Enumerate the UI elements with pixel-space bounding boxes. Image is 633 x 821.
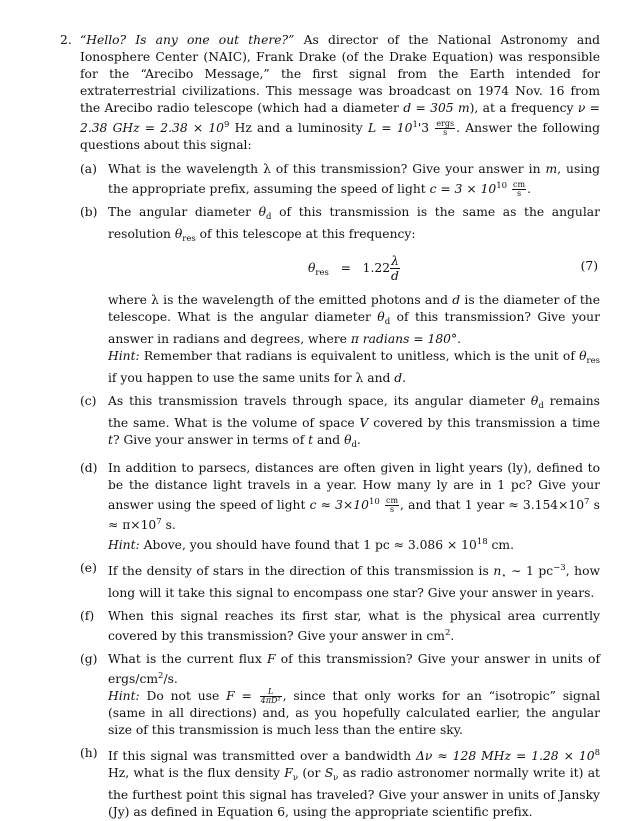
fraction-numerator: λ bbox=[391, 254, 399, 268]
speed-of-light: c = 3 × 10 bbox=[429, 182, 497, 196]
part-d bbox=[80, 460, 600, 554]
d-symbol: d bbox=[452, 293, 461, 307]
part-text: as radio astronomer normally write it) at the furthest point this signal has traveled? Give your answer in units of Jansky (Jy) as defined in Equation 6, using the appropriate scientific prefix. bbox=[108, 766, 600, 819]
exponent: 2 bbox=[158, 671, 164, 681]
hint-text: , since that only works for an “isotropic” signal (same in all directions) and, as you hopefully calculated earlier, the angular size of this transmission is much less than the entire sky. bbox=[108, 689, 601, 737]
cm-per-s-unit bbox=[385, 497, 399, 514]
part-text: is the diameter of the telescope. What is the angular diameter bbox=[108, 293, 600, 324]
equation-body bbox=[308, 254, 400, 283]
part-label: (a) bbox=[80, 162, 97, 176]
subscript: ν bbox=[292, 773, 299, 783]
part-label: (h) bbox=[80, 746, 98, 760]
volume-symbol: V bbox=[359, 416, 369, 430]
part-text: , and that 1 year ≈ 3.154×10 bbox=[400, 498, 585, 512]
part-g bbox=[80, 651, 601, 739]
subscript: ⋆ bbox=[501, 571, 507, 581]
subscript: res bbox=[586, 356, 600, 366]
exponent: 2 bbox=[444, 628, 451, 638]
part-text: If this signal was transmitted over a bandwidth bbox=[108, 749, 417, 763]
part-b bbox=[80, 204, 600, 248]
exponent: 1 bbox=[412, 120, 418, 130]
unit-numerator: cm bbox=[513, 180, 526, 189]
subscript: ν bbox=[333, 773, 339, 783]
part-text: As this transmission travels through space, its angular diameter bbox=[108, 394, 531, 408]
speed-of-light: c ≈ 3×10 bbox=[309, 498, 369, 512]
hint-label: Hint: bbox=[108, 689, 140, 703]
part-text: . bbox=[356, 433, 361, 447]
part-text: s ≈ π×10 bbox=[108, 498, 600, 532]
theta-symbol: θ bbox=[174, 227, 183, 241]
part-label: (f) bbox=[80, 609, 95, 623]
intro-text: As director of the National Astronomy and Ionosphere Center (NAIC), Frank Drake (of the Drake Equation) was responsible for the “Arecibo Message,” the first signal from the Earth intended for extraterrestrial civilizations. This message was broadcast on 1974 Nov. 16 from the Arecibo radio telescope (which had a diameter bbox=[80, 33, 600, 115]
part-label: (d) bbox=[80, 461, 98, 475]
isotropic-fraction bbox=[260, 688, 282, 705]
coefficient: 1.22 bbox=[362, 261, 391, 275]
hint-text: cm. bbox=[487, 538, 515, 552]
part-text: of this transmission? Give your answer in radians and degrees, where bbox=[108, 310, 600, 346]
part-text: In addition to parsecs, distances are often given in light years (ly), defined to be the distance light travels in a year. How many ly are in 1 pc? Give your answer using the speed of light bbox=[108, 461, 600, 512]
diameter-value: d = 305 m bbox=[403, 101, 470, 115]
subscript: res bbox=[182, 234, 196, 244]
part-text: and bbox=[313, 433, 345, 447]
subscript: res bbox=[315, 268, 329, 278]
exponent: 7 bbox=[584, 497, 590, 507]
hint-label: Hint: bbox=[108, 349, 140, 363]
luminosity-unit bbox=[435, 120, 455, 137]
subscript: d bbox=[384, 317, 391, 327]
problem-intro: “Hello? Is any one out there?” As director of the National Astronomy and Ionosphere Center (NAIC), Frank Drake (of the Drake Equation) was responsible for the “Arecibo Message,” the first signal from the Earth intended for extraterrestrial civilizations. This message was broadcast on 1974 Nov. 16 from the Arecibo radio telescope (which had a diameter d = 305 m), at a frequency ν = 2.38 GHz = $2.38 \times 10^9$ Hz and a luminosity $L = 10^1'3$ $\frac{\text{ergs}}{s}$ . Answer the following questions about this signal: bbox=[80, 33, 600, 152]
part-label: (g) bbox=[80, 652, 98, 666]
theta-symbol: θ bbox=[579, 349, 587, 363]
fraction-denominator: d bbox=[391, 269, 399, 283]
flux-density-symbol: S bbox=[324, 766, 334, 780]
intro-text: . Answer the following questions about this signal: bbox=[80, 121, 600, 152]
part-text: where λ is the wavelength of the emitted photons and bbox=[108, 293, 453, 307]
exponent: 10 bbox=[496, 181, 508, 191]
part-text: ∼ 1 pc bbox=[506, 564, 554, 578]
part-text: If the density of stars in the direction of this transmission is bbox=[108, 564, 494, 578]
unit-numerator: ergs bbox=[436, 119, 455, 128]
theta-symbol: θ bbox=[530, 394, 539, 408]
problem-number: 2. bbox=[60, 33, 72, 47]
theta-symbol: θ bbox=[308, 261, 316, 275]
fraction-numerator: L bbox=[260, 688, 282, 697]
equation-7 bbox=[108, 248, 600, 292]
bandwidth-value: Δν ≈ 128 MHz = 1.28 × 10 bbox=[416, 749, 595, 763]
part-text: s. bbox=[161, 518, 176, 532]
part-text: . bbox=[450, 629, 455, 643]
part-label: (e) bbox=[80, 561, 97, 575]
flux-density-symbol: F bbox=[284, 766, 293, 780]
unit-denominator: s bbox=[443, 128, 448, 137]
flux-symbol: F bbox=[266, 652, 276, 666]
exponent: 7 bbox=[156, 517, 162, 527]
part-text: Hz, what is the flux density bbox=[108, 766, 285, 780]
pi-relation: π radians = 180°. bbox=[350, 332, 462, 346]
time-symbol: t bbox=[308, 433, 314, 447]
d-symbol: d bbox=[394, 371, 403, 385]
hint-text: if you happen to use the same units for λ and bbox=[108, 371, 395, 385]
part-label: (c) bbox=[80, 394, 97, 408]
part-label: (b) bbox=[80, 205, 98, 219]
part-text: covered by this transmission a time bbox=[368, 416, 600, 430]
intro-text: ), at a frequency bbox=[469, 101, 578, 115]
part-f bbox=[80, 608, 600, 645]
frequency-value: ν = 2.38 GHz = 2.38 × 10 bbox=[80, 101, 600, 135]
part-text: , how long will it take this signal to encompass one star? Give your answer in years. bbox=[108, 564, 601, 600]
part-c bbox=[80, 393, 600, 454]
exponent: −3 bbox=[553, 563, 566, 573]
part-text: of this telescope at this frequency: bbox=[195, 227, 416, 241]
part-text: What is the wavelength λ of this transmission? Give your answer in bbox=[108, 162, 546, 176]
hint-text: Remember that radians is equivalent to unitless, which is the unit of bbox=[139, 349, 580, 363]
part-e bbox=[80, 560, 601, 602]
exponent: 10 bbox=[368, 497, 380, 507]
theta-symbol: θ bbox=[258, 205, 267, 219]
intro-quote: “Hello? Is any one out there?” bbox=[80, 33, 295, 47]
part-text: remains the same. What is the volume of space bbox=[108, 394, 600, 430]
time-symbol: t bbox=[108, 433, 113, 447]
flux-formula: F = bbox=[226, 689, 259, 703]
hint-text: Above, you should have found that 1 pc ≈ 3.086 × 10 bbox=[139, 538, 477, 552]
luminosity-value: L = 10 bbox=[367, 121, 413, 135]
part-text: /s. bbox=[163, 672, 178, 686]
lambda-over-d bbox=[390, 254, 400, 283]
cm-per-s-unit bbox=[512, 181, 526, 198]
part-b-cont bbox=[108, 292, 600, 387]
part-text: of this transmission? Give your answer in units of ergs/cm bbox=[108, 652, 600, 686]
part-text: The angular diameter bbox=[108, 205, 259, 219]
hint-text: Do not use bbox=[139, 689, 227, 703]
part-a bbox=[80, 161, 600, 198]
hint-text: . bbox=[402, 371, 407, 385]
subscript: d bbox=[538, 401, 544, 411]
fraction-denominator: 4πD² bbox=[260, 696, 281, 705]
part-text: What is the current flux bbox=[108, 652, 267, 666]
exponent: 18 bbox=[476, 537, 488, 547]
intro-text: Hz and a luminosity bbox=[229, 121, 368, 135]
part-text: , using the appropriate prefix, assuming the speed of light bbox=[108, 162, 600, 196]
density-symbol: n bbox=[493, 564, 502, 578]
unit-m: m bbox=[545, 162, 558, 176]
exponent: 9 bbox=[224, 120, 230, 130]
exponent: 8 bbox=[594, 748, 600, 758]
unit-denominator: s bbox=[389, 505, 395, 514]
equals-sign: = bbox=[340, 261, 351, 275]
part-text: . bbox=[527, 182, 531, 196]
problem-2 bbox=[60, 32, 600, 821]
part-text: When this signal reaches its first star, what is the physical area currently covered by this transmission? Give your answer in cm bbox=[108, 609, 600, 643]
subscript: d bbox=[351, 440, 357, 450]
unit-denominator: s bbox=[516, 189, 522, 198]
subscript: d bbox=[266, 212, 272, 222]
part-text: (or bbox=[298, 766, 325, 780]
hint-label: Hint: bbox=[108, 538, 140, 552]
unit-numerator: cm bbox=[385, 496, 399, 505]
equation-number: (7) bbox=[580, 259, 598, 273]
theta-symbol: θ bbox=[377, 310, 385, 324]
part-text: of this transmission is the same as the angular resolution bbox=[108, 205, 600, 241]
part-text: ? Give your answer in terms of bbox=[112, 433, 309, 447]
luminosity-digit: 3 bbox=[421, 121, 430, 135]
theta-symbol: θ bbox=[344, 433, 352, 447]
